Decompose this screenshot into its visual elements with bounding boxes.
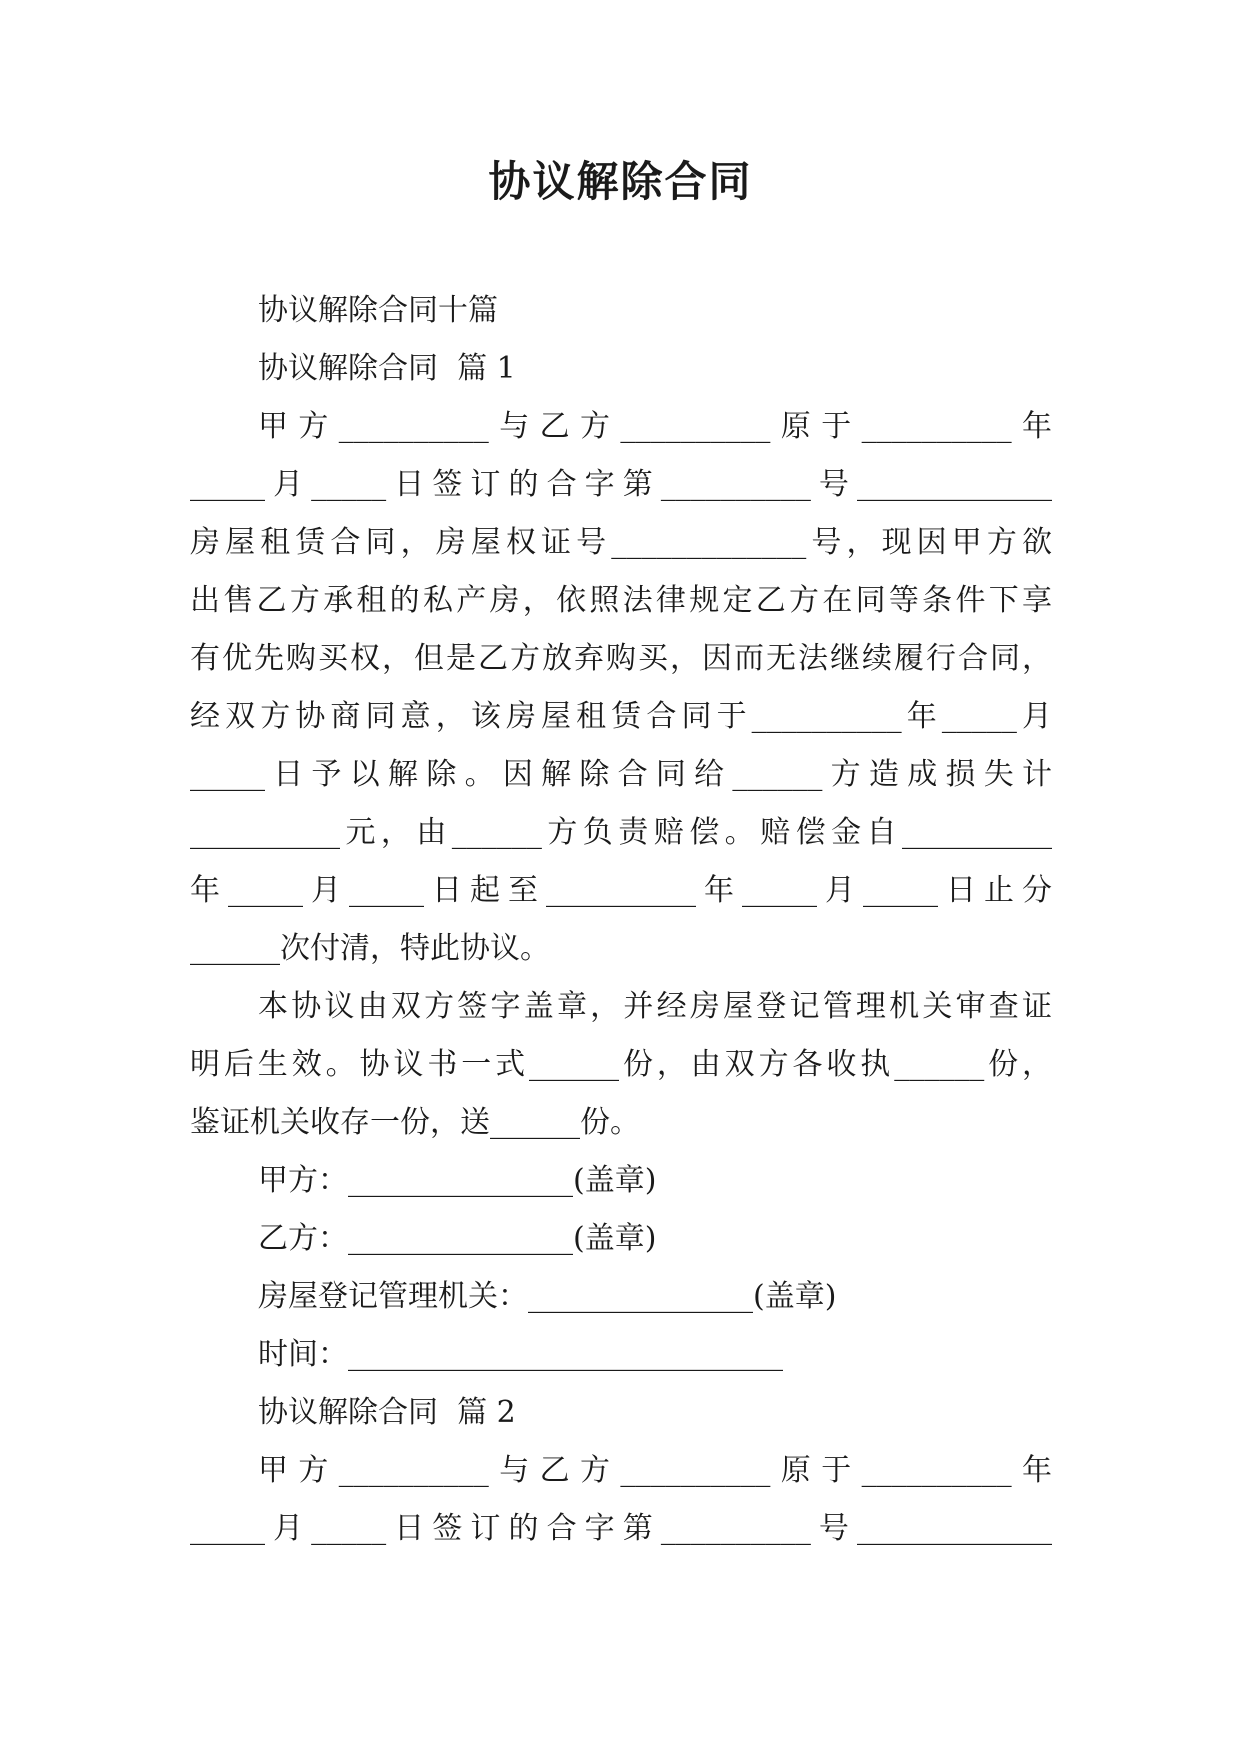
paragraph-line: _____月_____日签订的合字第__________号_____________ xyxy=(190,467,1052,502)
paragraph-line: 甲方__________与乙方__________原于__________年 xyxy=(258,409,1052,444)
document-title: 协议解除合同 xyxy=(488,157,753,206)
signature-party-a: 甲方：_______________(盖章) xyxy=(258,1163,657,1198)
signature-party-b: 乙方：_______________(盖章) xyxy=(258,1221,657,1256)
paragraph-line: __________元，由______方负责赔偿。赔偿金自__________ xyxy=(190,815,1052,850)
paragraph-line: 明后生效。协议书一式______份，由双方各收执______份， xyxy=(190,1047,1052,1082)
paragraph-line: 出售乙方承租的私产房，依照法律规定乙方在同等条件下享 xyxy=(190,583,1052,618)
paragraph-line: 有优先购买权，但是乙方放弃购买，因而无法继续履行合同， xyxy=(190,641,1052,676)
paragraph-line: 鉴证机关收存一份，送______份。 xyxy=(190,1105,640,1140)
document-body xyxy=(190,282,1052,1558)
paragraph-line: 经双方协商同意，该房屋租赁合同于__________年_____月 xyxy=(190,699,1052,734)
paragraph-line: 年_____月_____日起至__________年_____月_____日止分 xyxy=(190,873,1052,908)
paragraph-line: 甲方__________与乙方__________原于__________年 xyxy=(258,1453,1052,1488)
paragraph-line: 本协议由双方签字盖章，并经房屋登记管理机关审查证 xyxy=(258,989,1052,1024)
section-heading-1: 协议解除合同 篇 1 xyxy=(258,351,516,386)
signature-date: 时间：_____________________________ xyxy=(258,1337,783,1372)
section-heading-2: 协议解除合同 篇 2 xyxy=(258,1395,516,1430)
paragraph-line: 房屋租赁合同，房屋权证号_____________号，现因甲方欲 xyxy=(190,525,1052,560)
paragraph-line: ______次付清，特此协议。 xyxy=(190,931,550,966)
subtitle-line: 协议解除合同十篇 xyxy=(258,293,498,328)
paragraph-line: _____日予以解除。因解除合同给______方造成损失计 xyxy=(190,757,1052,792)
signature-registry: 房屋登记管理机关：_______________(盖章) xyxy=(258,1279,837,1314)
paragraph-line: _____月_____日签订的合字第__________号_____________ xyxy=(190,1511,1052,1546)
